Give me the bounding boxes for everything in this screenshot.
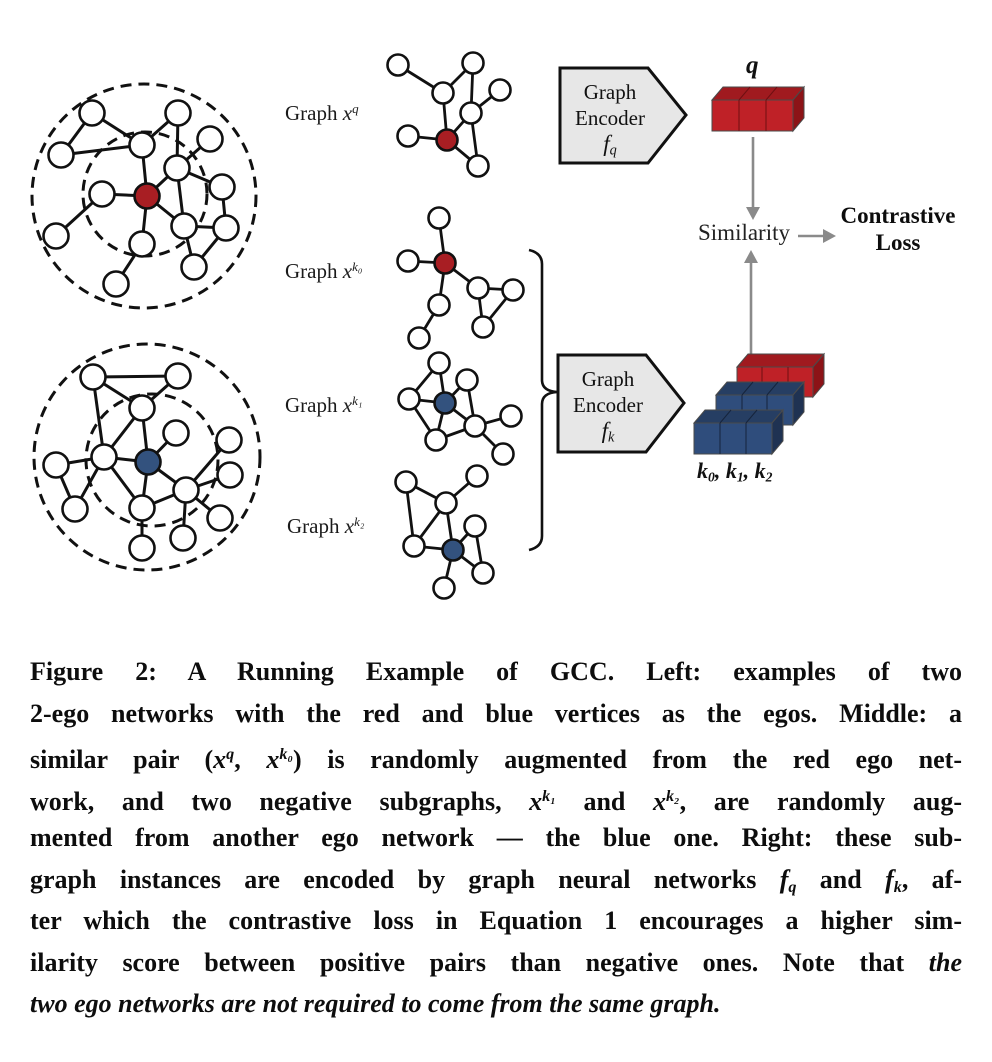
similarity-label: Similarity xyxy=(698,220,790,245)
subgraph-xk1 xyxy=(399,353,522,465)
encoder-fq-line1: Graph xyxy=(583,80,637,104)
label-graph-xk0: Graph $x^{k_0}$ xyxy=(285,259,363,284)
caption-line: graph instances are encoded by graph neural networks $f_q$ and $f_k$, af- xyxy=(30,864,962,896)
bracket xyxy=(529,250,557,550)
k-embedding-boxes xyxy=(694,354,824,454)
caption-line: ilarity score between positive pairs than negative ones. Note that the xyxy=(30,947,962,977)
ego-network-blue xyxy=(34,344,260,570)
encoder-fk-line2: Encoder xyxy=(573,393,643,417)
contrastive-line1: Contrastive xyxy=(840,203,956,228)
label-graph-xk2: Graph $x^{k_2}$ xyxy=(287,514,365,539)
subgraph-xk2 xyxy=(396,466,494,599)
caption-line: Figure 2: A Running Example of GCC. Left: examples of two xyxy=(30,657,962,686)
label-graph-xq: Graph $x^q$ xyxy=(285,101,359,126)
caption-line: mented from another ego network — the blue one. Right: these sub- xyxy=(30,823,962,852)
contrastive-line2: Loss xyxy=(875,230,921,255)
encoder-fq-line2: Encoder xyxy=(575,106,645,130)
caption-line: similar pair ($x^q$, $x^{k_0}$) is randomly augmented from the red ego net- xyxy=(30,744,962,774)
subgraph-xk0 xyxy=(398,208,524,349)
caption-line-italic: two ego networks are not required to come from the same graph. xyxy=(30,989,721,1018)
caption-line: work, and two negative subgraphs, $x^{k_1}$ and $x^{k_2}$, are randomly aug- xyxy=(30,786,962,816)
subgraph-xq xyxy=(388,53,511,177)
contrastive-loss-label xyxy=(830,202,966,256)
caption-line: 2-ego networks with the red and blue vertices as the egos. Middle: a xyxy=(30,698,962,728)
graph-encoder-fq-text xyxy=(558,79,662,164)
encoder-fk-line1: Graph xyxy=(581,367,635,391)
q-embedding-box xyxy=(712,87,804,131)
encoder-fq-fn: $f_q$ xyxy=(603,131,617,159)
ego-network-red xyxy=(32,84,256,308)
figure-caption xyxy=(30,651,962,1025)
caption-line: ter which the contrastive loss in Equation 1 encourages a higher sim- xyxy=(30,906,962,935)
arrow-q-to-similarity xyxy=(746,137,760,220)
k-vectors-label: $k_0$, $k_1$, $k_2$ xyxy=(697,458,773,485)
label-graph-xk1: Graph $x^{k_1}$ xyxy=(285,393,363,418)
graph-encoder-fk-text xyxy=(556,366,660,451)
q-vector-label: q xyxy=(746,52,759,79)
encoder-fk-fn: $f_k$ xyxy=(601,418,615,446)
arrow-k-to-similarity xyxy=(744,250,758,358)
